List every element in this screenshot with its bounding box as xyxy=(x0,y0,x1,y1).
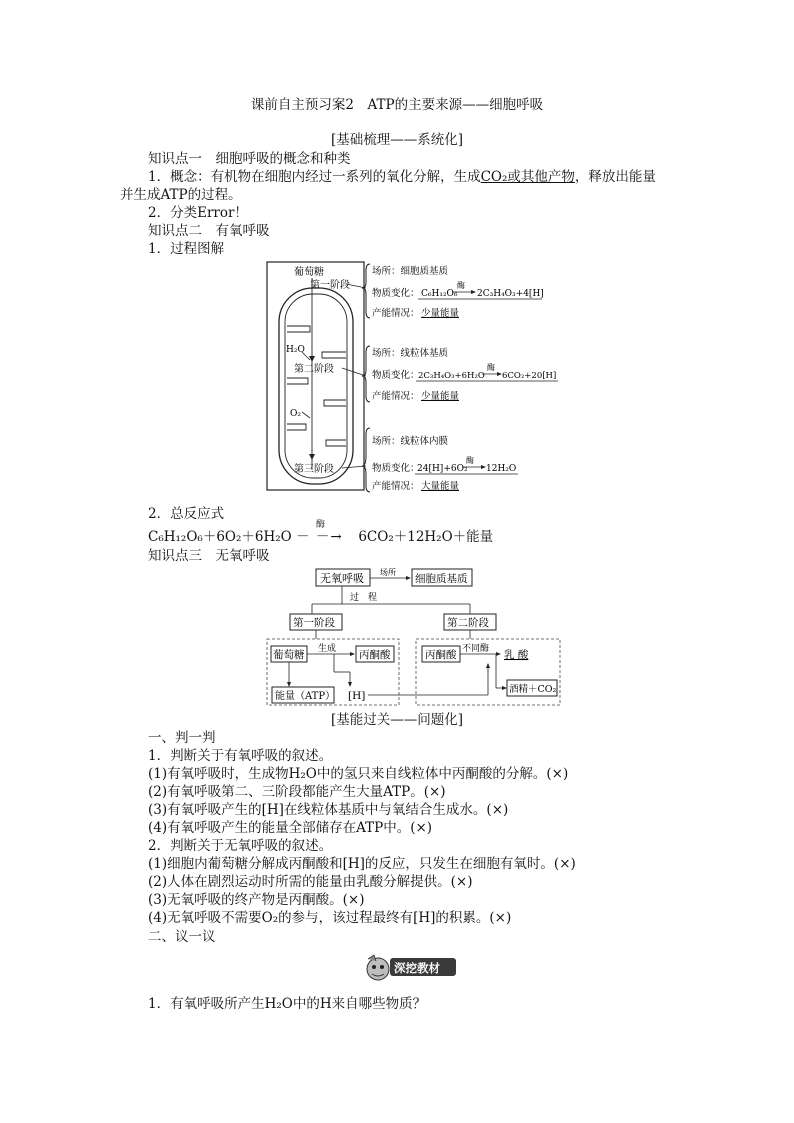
s3-energy-label: 产能情况： xyxy=(372,481,420,492)
s3-place: 场所：线粒体内膜 xyxy=(372,436,449,447)
aerobic-respiration-diagram xyxy=(262,260,562,494)
flow-alcohol: 酒精＋CO₂ xyxy=(509,684,557,695)
crista xyxy=(287,378,308,384)
judge-q1-4: (4)有氧呼吸产生的能量全部储存在ATP中。(×) xyxy=(148,820,433,836)
diagram-stage2: 第二阶段 xyxy=(294,364,334,375)
s1-energy: 少量能量 xyxy=(421,308,460,319)
brace-stage3 xyxy=(362,428,370,492)
crista xyxy=(324,400,346,406)
s3-change-label: 物质变化： xyxy=(372,463,420,474)
s3-change-right: 12H₂O xyxy=(486,464,517,474)
alcohol-arrowhead xyxy=(502,686,507,690)
kp1-concept-answer: CO₂或其他产物 xyxy=(480,169,575,185)
kp1-concept-line1 xyxy=(148,168,656,186)
judge-q2-1: (1)细胞内葡萄糖分解成丙酮酸和[H]的反应，只发生在细胞有氧时。(×) xyxy=(148,856,576,872)
judge-q1-3: (3)有氧呼吸产生的[H]在线粒体基质中与氧结合生成水。(×) xyxy=(148,802,509,818)
s2-place: 场所：线粒体基质 xyxy=(372,348,449,359)
crista xyxy=(287,424,306,430)
badge-label: 深挖教材 xyxy=(394,961,440,975)
flow-process: 过 程 xyxy=(350,593,378,603)
eq-arrow xyxy=(296,520,354,546)
diagram-glucose: 葡萄糖 xyxy=(294,267,324,278)
enzyme-arrowhead xyxy=(496,652,501,656)
eq-arrow-glyph: － －→ xyxy=(296,529,343,545)
crista xyxy=(326,440,346,446)
flow-atp: 能量（ATP） xyxy=(275,691,336,702)
s1-change-label: 物质变化： xyxy=(372,288,420,299)
flow-h: [H] xyxy=(348,690,366,702)
s1-place: 场所：细胞质基质 xyxy=(372,266,449,277)
diagram-h2o: H₂O xyxy=(286,345,305,355)
anaerobic-respiration-flowchart xyxy=(264,566,564,708)
atp-arrowhead xyxy=(287,682,291,687)
kp1-heading: 知识点一 细胞呼吸的概念和种类 xyxy=(148,151,351,167)
kp1-classify: 2．分类Error！ xyxy=(148,205,248,221)
kp2-total-label: 2．总反应式 xyxy=(148,506,225,522)
eq-right: 6CO₂＋12H₂O＋能量 xyxy=(358,529,494,545)
s2-energy-label: 产能情况： xyxy=(372,391,420,402)
cell-frame xyxy=(267,262,364,490)
kp1-concept-text-a: 1．概念：有机物在细胞内经过一系列的氧化分解，生成 xyxy=(148,169,481,185)
brace-stage1 xyxy=(362,264,370,318)
flow-stage1: 第一阶段 xyxy=(293,617,335,629)
eq-left: C₆H₁₂O₆＋6O₂＋6H₂O xyxy=(148,529,292,545)
place-arrowhead xyxy=(406,576,411,580)
h-feed-arrowhead xyxy=(486,663,490,668)
s1-energy-label: 产能情况： xyxy=(372,308,420,319)
generate-arrowhead xyxy=(350,652,355,656)
s2-change-label: 物质变化： xyxy=(372,370,420,381)
judge-q2-4: (4)无氧呼吸不需要O₂的参与，该过程最终有[H]的积累。(×) xyxy=(148,910,512,926)
judge-q2: 2．判断关于无氧呼吸的叙述。 xyxy=(148,838,333,854)
s2-change-right: 6CO₂+20[H] xyxy=(502,371,557,381)
flow-diff-enzyme: 不同酶 xyxy=(462,644,490,654)
section-heading-basics: [基础梳理——系统化] xyxy=(330,132,464,148)
kp2-heading: 知识点二 有氧呼吸 xyxy=(148,223,270,239)
kp2-process-label: 1．过程图解 xyxy=(148,241,225,257)
mitochondrion-inner-membrane xyxy=(285,294,347,478)
discuss-heading: 二、议一议 xyxy=(148,929,216,945)
kp2-total-equation xyxy=(148,520,494,546)
s1-change-right: 2C₃H₄O₃+4[H] xyxy=(477,289,544,299)
kp1-concept-line2: 并生成ATP的过程。 xyxy=(120,187,242,203)
deep-textbook-badge xyxy=(360,952,460,982)
flow-pyruvate1: 丙酮酸 xyxy=(359,649,391,661)
s2-enzyme: 酶 xyxy=(487,363,495,372)
h-arrowhead xyxy=(348,682,352,687)
o2-arrow xyxy=(302,412,310,418)
s2-energy: 少量能量 xyxy=(421,391,460,402)
mascot-icon xyxy=(360,952,460,982)
discuss-q1: 1．有氧呼吸所产生H₂O中的H来自哪些物质？ xyxy=(148,996,427,1012)
s3-change-left: 24[H]+6O₂ xyxy=(417,464,468,474)
s1-arrowhead xyxy=(471,290,476,294)
s2-change-left: 2C₃H₄O₃+6H₂O xyxy=(418,371,485,381)
flow-pyruvate2: 丙酮酸 xyxy=(425,649,457,661)
crista xyxy=(322,352,346,358)
diagram-stage3: 第三阶段 xyxy=(294,464,334,475)
kp1-concept-text-b: ，释放出能量 xyxy=(574,169,656,185)
diagram-stage1: 第一阶段 xyxy=(310,280,350,291)
pathway-arrow xyxy=(309,454,315,460)
kp3-heading: 知识点三 无氧呼吸 xyxy=(148,548,270,564)
judge-q1-1: (1)有氧呼吸时，生成物H₂O中的氢只来自线粒体中丙酮酸的分解。(×) xyxy=(148,766,569,782)
brace-stage2 xyxy=(362,346,370,402)
judge-q1: 1．判断关于有氧呼吸的叙述。 xyxy=(148,748,333,764)
judge-q2-2: (2)人体在剧烈运动时所需的能量由乳酸分解提供。(×) xyxy=(148,874,473,890)
crista xyxy=(287,326,310,332)
section-heading-check: [基能过关——问题化] xyxy=(330,712,464,728)
diagram-o2: O₂ xyxy=(290,409,301,419)
s3-energy: 大量能量 xyxy=(421,481,460,492)
judge-heading: 一、判一判 xyxy=(148,730,216,746)
judge-q1-2: (2)有氧呼吸第二、三阶段都能产生大量ATP。(×) xyxy=(148,784,446,800)
s3-enzyme: 酶 xyxy=(466,456,474,465)
s1-change-left: C₆H₁₂O₆ xyxy=(421,289,458,299)
flow-stage2: 第二阶段 xyxy=(447,617,489,629)
flow-place: 细胞质基质 xyxy=(415,573,468,585)
flow-place-label: 场所 xyxy=(380,568,396,577)
judge-q2-3: (3)无氧呼吸的终产物是丙酮酸。(×) xyxy=(148,892,365,908)
flow-generate: 生成 xyxy=(318,644,337,654)
flow-lactic: 乳 酸 xyxy=(504,649,529,661)
pathway-arrow xyxy=(309,356,315,362)
flow-glucose: 葡萄糖 xyxy=(273,649,305,661)
page-title: 课前自主预习案2 ATP的主要来源——细胞呼吸 xyxy=(250,97,544,113)
mitochondrion-outline xyxy=(279,288,353,484)
connector xyxy=(342,368,366,376)
s1-enzyme: 酶 xyxy=(457,281,465,290)
eq-enzyme: 酶 xyxy=(316,520,326,530)
flow-anaerobic: 无氧呼吸 xyxy=(320,572,364,585)
